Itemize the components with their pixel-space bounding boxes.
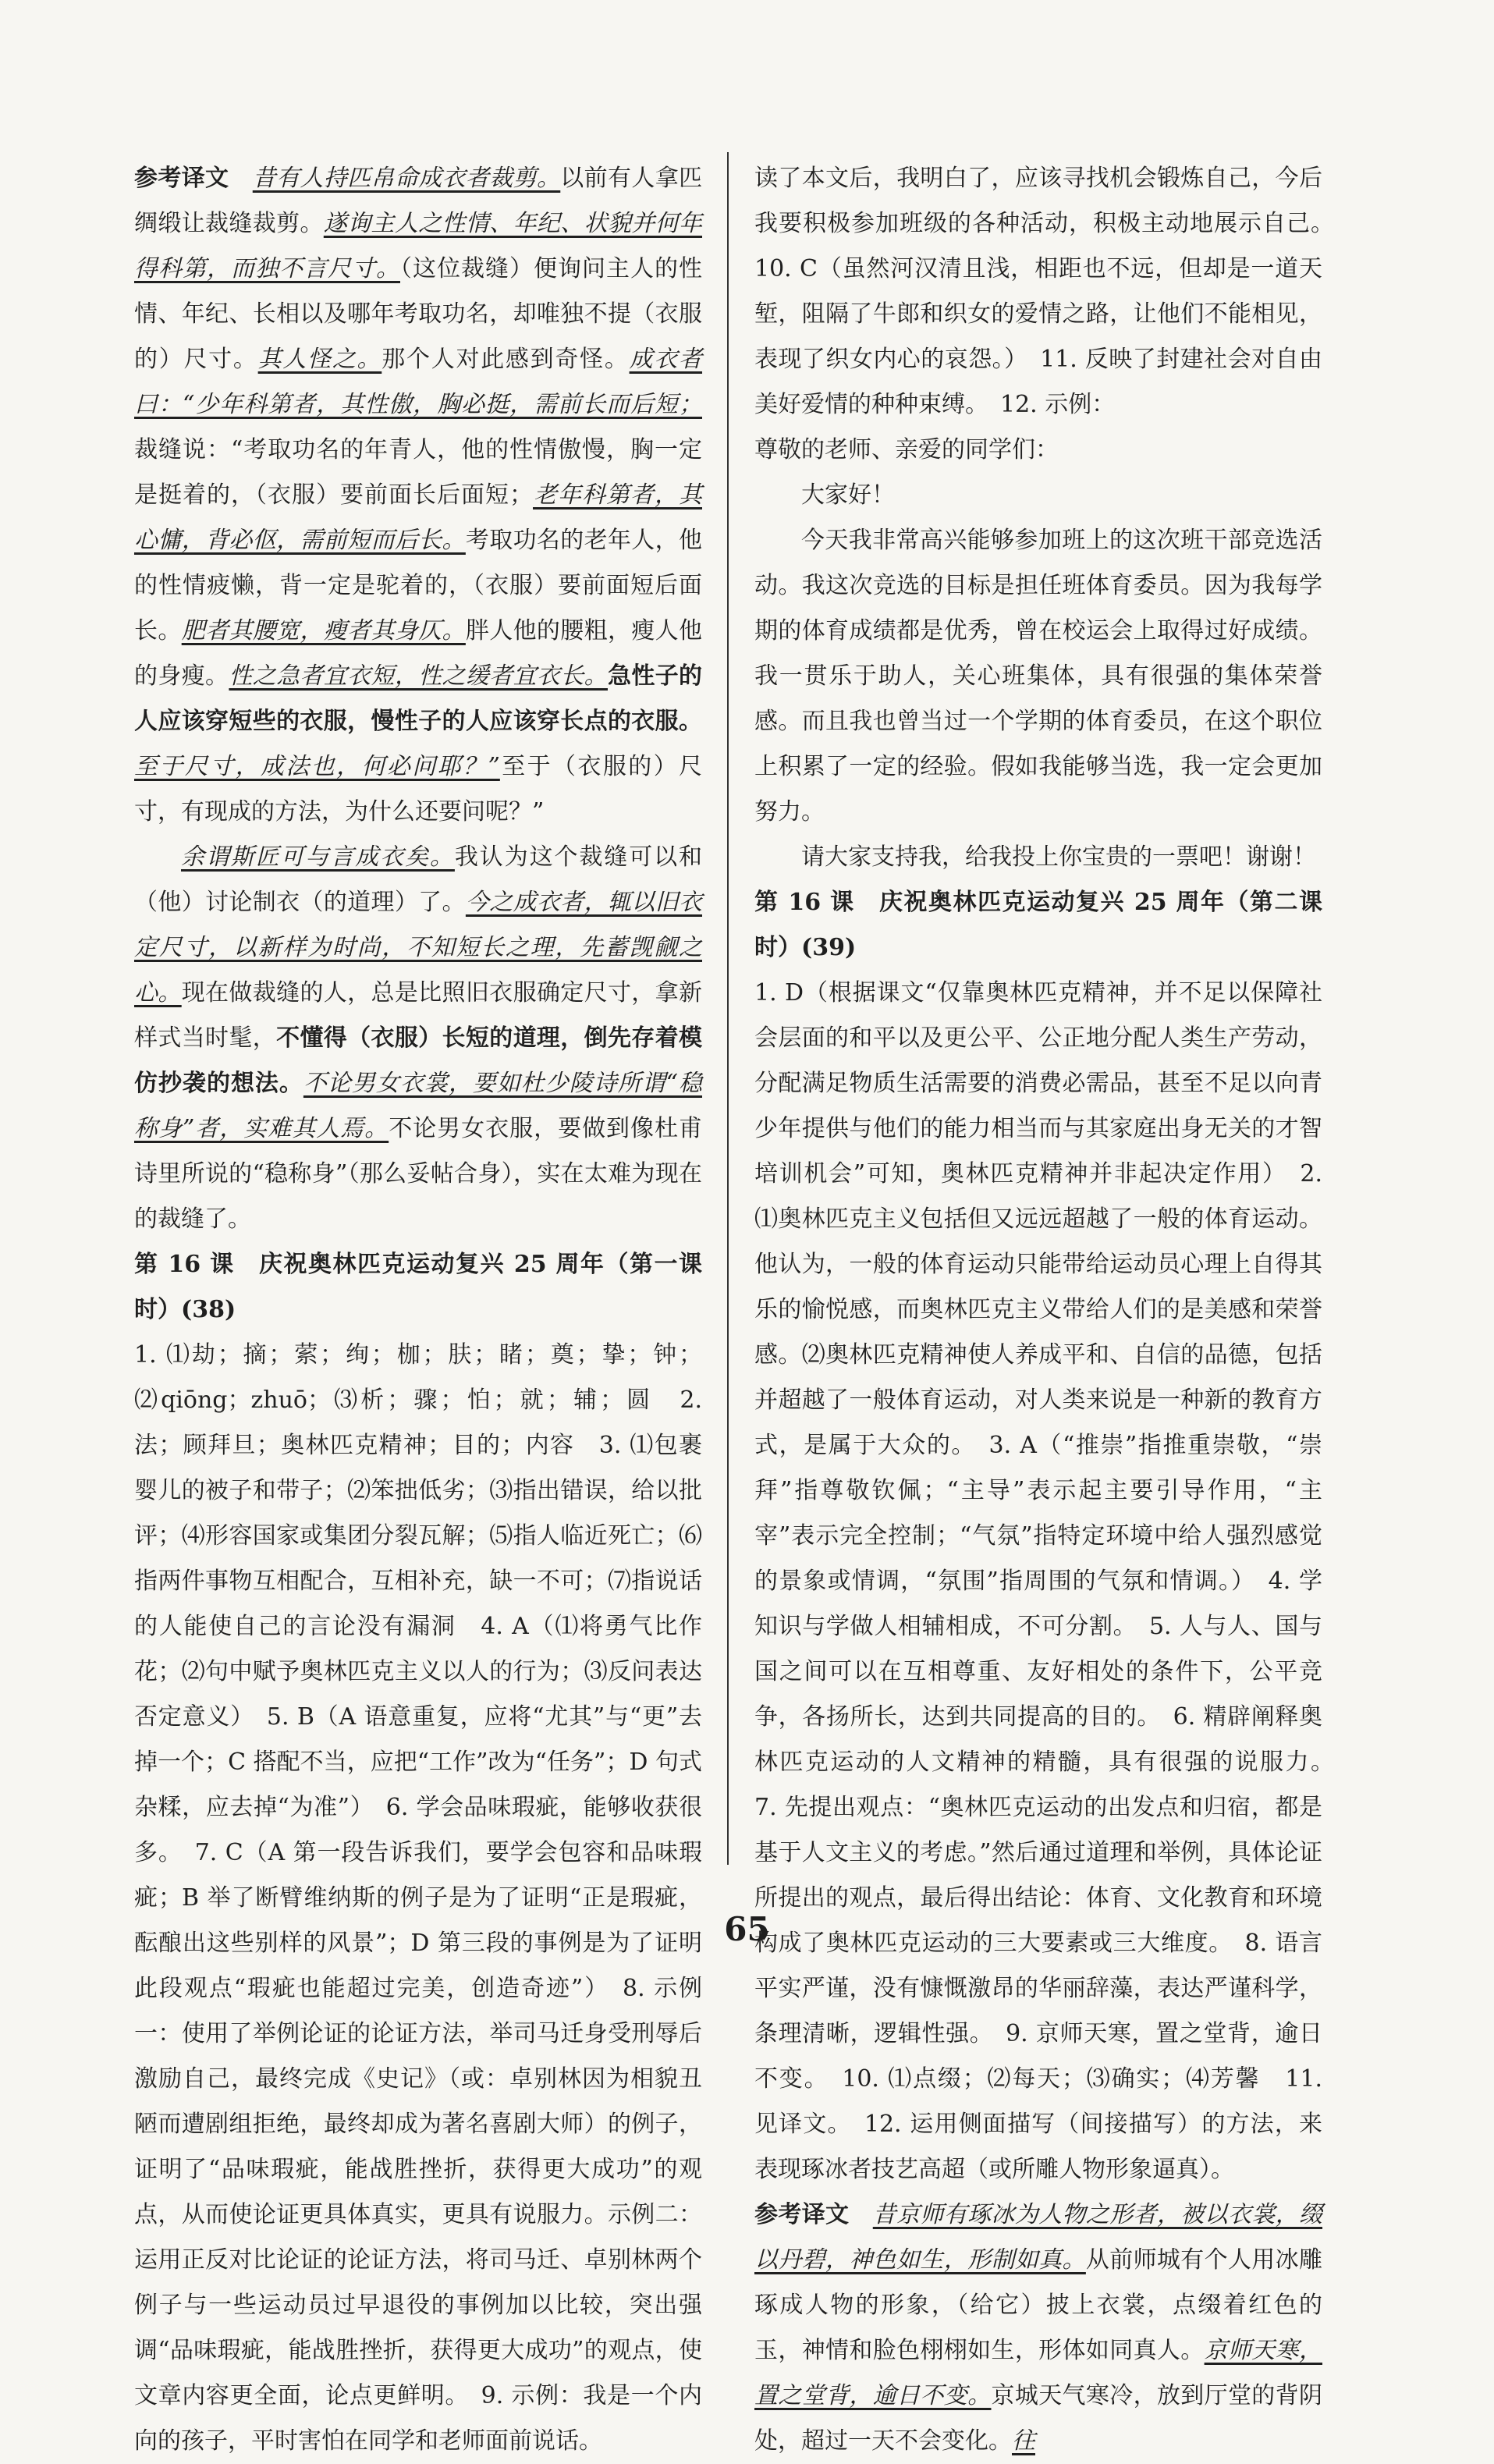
handwritten-original: 性之急者宜衣短，性之缓者宜衣长。: [229, 662, 608, 690]
translation-label: 参考译文: [754, 2201, 850, 2228]
speech-closing: 请大家支持我，给我投上你宝贵的一票吧！谢谢！: [801, 843, 1316, 871]
translation-paragraph-3: 参考译文 昔京师有琢冰为人物之形者，被以衣裳，缀以丹碧，神色如生，形制如真。从前师城有个人用冰雕琢成人物的形象，（给它）披上衣裳，点缀着红色的玉，神情和脸色栩栩如生，形体如同真人。京师天寒，置之堂背，逾日不变。京城天气寒冷，放到厅堂的背阴处，超过一天不会变化。往: [754, 2201, 1323, 2455]
lesson-heading-1: 第 16 课 庆祝奥林匹克运动复兴 25 周年（第一课时）(38): [134, 1251, 702, 1323]
lesson-answers-1: 1. ⑴劫；摘；萦；绚；枷；肤；睹；奠；挚；钟；⑵qiōng；zhuō；⑶析；骤；怕；就；辅；圆 2. 法；顾拜旦；奥林匹克精神；目的；内容 3. ⑴包裹婴儿的被子和带子；⑵笨拙低劣；⑶指出错误，给以批评；⑷形容国家或集团分裂瓦解；⑸指人临近死亡；⑹指两件事物互相配合，互相补充，缺一不可；⑺指说话的人能使自己的言论没有漏洞 4. A（⑴将勇气比作花；⑵句中赋予奥林匹克主义以人的行为；⑶反问表达否定意义） 5. B（A 语意重复，应将“尤其”与“更”去掉一个；C 搭配不当，应把“工作”改为“任务”；D 句式杂糅，应去掉“为准”） 6. 学会品味瑕疵，能够收获很多。 7. C（A 第一段告诉我们，要学会包容和品味瑕疵；B 举了断臂维纳斯的例子是为了证明“正是瑕疵，酝酿出这些别样的风景”；D 第三段的事例是为了证明此段观点“瑕疵也能超过完美，创造奇迹”） 8. 示例一：使用了举例论证的论证方法，举司马迁身受刑辱后激励自己，最终完成《史记》（或：卓别林因为相貌丑陋而遭剧组拒绝，最终却成为著名喜剧大师）的例子，证明了“品味瑕疵，能战胜挫折，获得更大成功”的观点，从而使论证更具体真实，更具有说服力。示例二：运用正反对比论证的论证方法，将司马迁、卓别林两个例子与一些运动员过早退役的事例加以比较，突出强调“品味瑕疵，能战胜挫折，获得更大成功”的观点，使文章内容更全面，论点更鲜明。 9. 示例：我是一个内向的孩子，平时害怕在同学和老师面前说话。: [134, 1341, 702, 2455]
speech-greeting: 大家好！: [801, 481, 895, 509]
handwritten-original: 往: [1012, 2427, 1035, 2455]
handwritten-original: 肥者其腰宽，瘦者其身仄。: [181, 617, 466, 644]
handwritten-original: 昔有人持匹帛命成衣者裁剪。: [252, 165, 561, 192]
translation-paragraph-1: 参考译文 昔有人持匹帛命成衣者裁剪。以前有人拿匹绸缎让裁缝裁剪。遂询主人之性情、年纪、状貌并何年得科第，而独不言尺寸。（这位裁缝）便询问主人的性情、年纪、长相以及哪年考取功名，却唯独不提（衣服的）尺寸。其人怪之。那个人对此感到奇怪。成衣者曰：“少年科第者，其性傲，胸必挺，需前长而后短；裁缝说：“考取功名的年青人，他的性情傲慢，胸一定是挺着的，（衣服）要前面长后面短；老年科第者，其心慵，背必伛，需前短而后长。考取功名的老年人，他的性情疲懒，背一定是驼着的，（衣服）要前面短后面长。肥者其腰宽，瘦者其身仄。胖人他的腰粗，瘦人他的身瘦。性之急者宜衣短，性之缓者宜衣长。急性子的人应该穿短些的衣服，慢性子的人应该穿长点的衣服。至于尺寸，成法也，何必问耶？”至于（衣服的）尺寸，有现成的方法，为什么还要问呢？”: [134, 165, 703, 825]
lesson-heading-2: 第 16 课 庆祝奥林匹克运动复兴 25 周年（第二课时）(39): [754, 889, 1322, 961]
speech-salutation: 尊敬的老师、亲爱的同学们：: [754, 436, 1059, 463]
handwritten-original: 京师天寒，置之堂背，逾日不变。: [754, 2337, 1323, 2409]
handwritten-original: 今之成衣者，辄以旧衣定尺寸，以新样为时尚，不知短长之理，先蓄觊觎之心。: [134, 889, 703, 1007]
translation-paragraph-2: 余谓斯匠可与言成衣矣。我认为这个裁缝可以和（他）讨论制衣（的道理）了。今之成衣者，辄以旧衣定尺寸，以新样为时尚，不知短长之理，先蓄觊觎之心。现在做裁缝的人，总是比照旧衣服确定尺寸，拿新样式当时髦，不懂得（衣服）长短的道理，倒先存着模仿抄袭的想法。不论男女衣裳，要如杜少陵诗所谓“稳称身”者，实难其人焉。不论男女衣服，要做到像杜甫诗里所说的“稳称身”（那么妥帖合身），实在太难为现在的裁缝了。: [134, 843, 703, 1233]
translation-label: 参考译文: [134, 165, 229, 192]
page-number: 65: [724, 1910, 770, 1948]
answers-continued: 读了本文后，我明白了，应该寻找机会锻炼自己，今后我要积极参加班级的各种活动，积极主动地展示自己。 10. C（虽然河汉清且浅，相距也不远，但却是一道天堑，阻隔了牛郎和织女的爱情之路，让他们不能相见，表现了织女内心的哀怨。） 11. 反映了封建社会对自由美好爱情的种种束缚。 12. 示例：: [754, 165, 1346, 418]
handwritten-original: 老年科第者，其心慵，背必伛，需前短而后长。: [134, 481, 702, 554]
handwritten-original: 至于尺寸，成法也，何必问耶？”: [134, 753, 500, 780]
handwritten-original: 成衣者曰：“少年科第者，其性傲，胸必挺，需前长而后短；: [134, 346, 703, 418]
handwritten-original: 昔京师有琢冰为人物之形者，被以衣裳，缀以丹碧，神色如生，形制如真。: [754, 2201, 1323, 2274]
column-divider: [727, 152, 729, 1865]
speech-body: 今天我非常高兴能够参加班上的这次班干部竞选活动。我这次竞选的目标是担任班体育委员。因为我每学期的体育成绩都是优秀，曾在校运会上取得过好成绩。我一贯乐于助人，关心班集体，具有很强的集体荣誉感。而且我也曾当过一个学期的体育委员，在这个职位上积累了一定的经验。假如我能够当选，我一定会更加努力。: [754, 527, 1322, 825]
handwritten-original: 余谓斯匠可与言成衣矣。: [181, 843, 455, 871]
right-column: [754, 156, 1346, 2464]
handwritten-original: 遂询主人之性情、年纪、状貌并何年得科第，而独不言尺寸。: [134, 210, 703, 282]
lesson-answers-2: 1. D（根据课文“仅靠奥林匹克精神，并不足以保障社会层面的和平以及更公平、公正地分配人类生产劳动，分配满足物质生活需要的消费必需品，甚至不足以向青少年提供与他们的能力相当而与其家庭出身无关的才智培训机会”可知，奥林匹克精神并非起决定作用） 2. ⑴奥林匹克主义包括但又远远超越了一般的体育运动。他认为，一般的体育运动只能带给运动员心理上自得其乐的愉悦感，而奥林匹克主义带给人们的是美感和荣誉感。⑵奥林匹克精神使人养成平和、自信的品德，包括并超越了一般体育运动，对人类来说是一种新的教育方式，是属于大众的。 3. A（“推崇”指推重崇敬，“崇拜”指尊敬钦佩；“主导”表示起主要引导作用，“主宰”表示完全控制；“气氛”指特定环境中给人强烈感觉的景象或情调，“氛围”指周围的气氛和情调。） 4. 学知识与学做人相辅相成，不可分割。 5. 人与人、国与国之间可以在互相尊重、友好相处的条件下，公平竞争，各扬所长，达到共同提高的目的。 6. 精辟阐释奥林匹克运动的人文精神的精髓，具有很强的说服力。 7. 先提出观点：“奥林匹克运动的出发点和归宿，都是基于人文主义的考虑。”然后通过道理和举例，具体论证所提出的观点，最后得出结论：体育、文化教育和环境构成了奥林匹克运动的三大要素或三大维度。 8. 语言平实严谨，没有慷慨激昂的华丽辞藻，表达严谨科学，条理清晰，逻辑性强。 9. 京师天寒，置之堂背，逾日不变。 10. ⑴点缀；⑵每天；⑶确实；⑷芳馨 11. 见译文。 12. 运用侧面描写（间接描写）的方法，来表现琢冰者技艺高超（或所雕人物形象逼真）。: [754, 979, 1346, 2183]
handwritten-original: 其人怪之。: [257, 346, 382, 373]
left-column: [134, 156, 702, 2464]
handwritten-original: 不论男女衣裳，要如杜少陵诗所谓“稳称身”者，实难其人焉。: [134, 1070, 703, 1142]
